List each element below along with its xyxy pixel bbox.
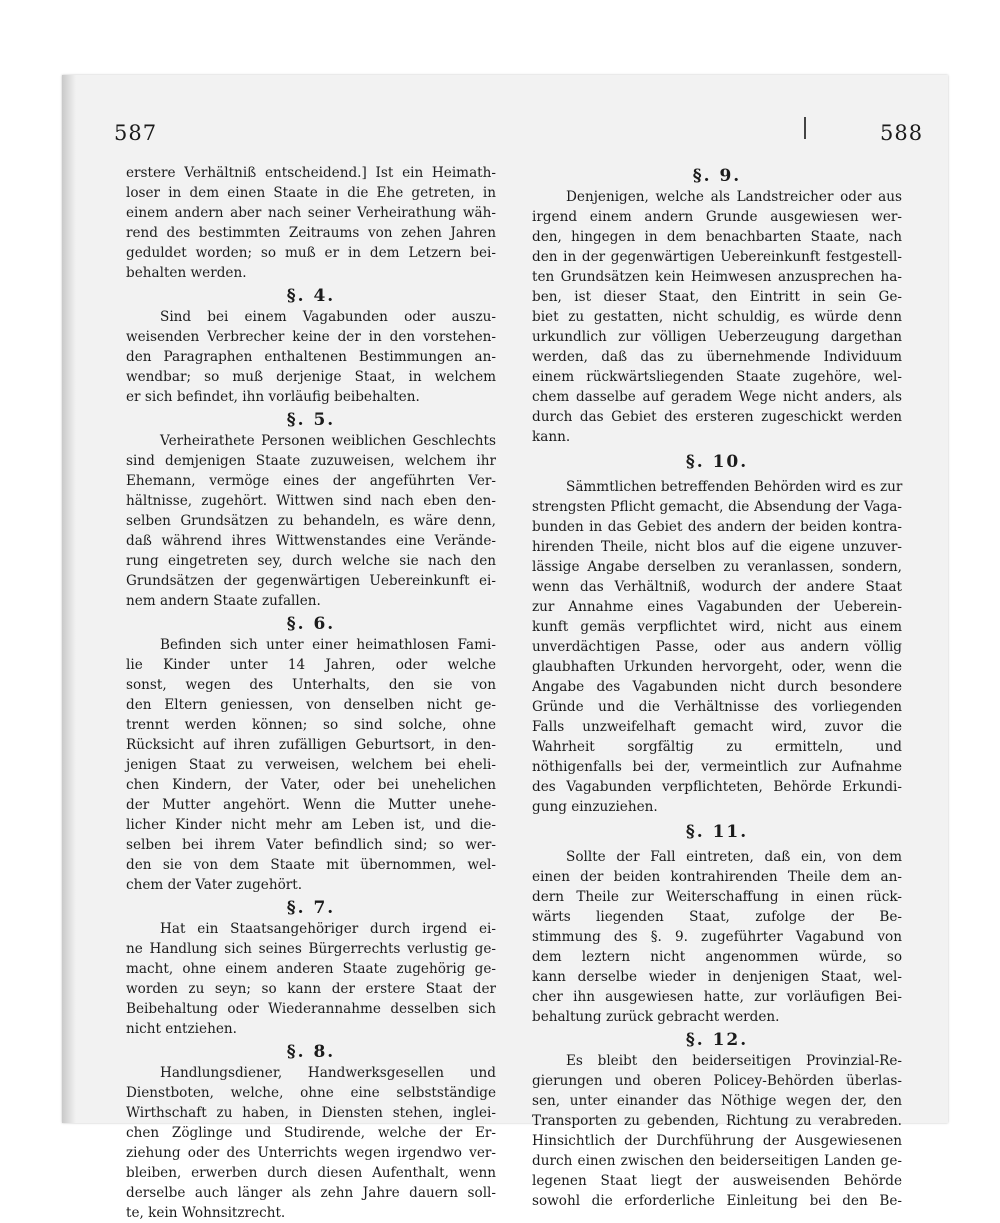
text-line: Angabe des Vagabunden nicht durch besondere [532,679,902,695]
text-line: Wahrheit sorgfältig zu ermitteln, und [532,739,902,755]
text-line: Hinsichtlich der Durchführung der Ausgewiesenen [532,1133,902,1149]
text-line: urkundlich zur völligen Ueberzeugung dargethan [532,329,902,345]
section-heading: §. 11. [685,822,749,842]
text-line: hältnisse, zugehört. Wittwen sind nach eben den- [126,493,496,509]
text-line: nöthigenfalls bei der, vermeintlich zur Aufnahme [532,759,902,775]
section-heading: §. 8. [286,1042,336,1062]
text-line: den Paragraphen enthaltenen Bestimmungen an- [126,349,496,365]
text-line: jenigen Staat zu verweisen, welchem bei eheli- [126,757,496,773]
text-line: nem andern Staate zufallen. [126,593,321,609]
section-heading: §. 5. [286,410,336,430]
text-line: ne Handlung sich seines Bürgerrechts verlustig ge- [126,941,496,957]
text-line: gung einzuziehen. [532,799,658,815]
text-line: Verheirathete Personen weiblichen Geschlechts [160,433,496,449]
left-page-number: 587 [114,121,158,145]
section-heading: §. 7. [286,898,336,918]
text-line: Dienstboten, welche, ohne eine selbstständige [126,1085,496,1101]
text-line: kann derselbe wieder in denjenigen Staat, wel- [532,969,902,985]
text-line: Wirthschaft zu haben, in Diensten stehen, inglei- [126,1105,496,1121]
text-line: selben bei ihrem Vater befindlich sind; so wer- [126,837,496,853]
text-line: behaltung zurück gebracht werden. [532,1009,780,1025]
text-line: des Vagabunden verpflichteten, Behörde Erkundi- [532,779,902,795]
text-line: Sollte der Fall eintreten, daß ein, von dem [566,849,902,865]
text-line: Sämmtlichen betreffenden Behörden wird es zur [566,479,903,495]
text-line: einem andern aber nach seiner Verheirathung wäh- [126,205,496,221]
text-line: Falls unzweifelhaft gemacht wird, zuvor die [532,719,902,735]
text-line: te, kein Wohnsitzrecht. [126,1205,286,1221]
text-line: weisenden Verbrecher keine der in den vorstehen- [126,329,496,345]
text-line: chen Kindern, der Vater, oder bei unehelichen [126,777,496,793]
text-line: sen, unter einander das Nöthige wegen der, den [532,1093,902,1109]
text-line: Denjenigen, welche als Landstreicher oder aus [566,189,902,205]
text-line: geduldet worden; so muß er in dem Letzern bei- [126,245,496,261]
text-line: strengsten Pflicht gemacht, die Absendung der Vaga- [532,499,902,515]
text-line: wenn das Verhältniß, wodurch der andere Staat [532,579,902,595]
section-heading: §. 10. [685,452,749,472]
text-line: werden, daß das zu übernehmende Individuum [532,349,902,365]
text-line: selben Grundsätzen zu behandeln, es wäre denn, [126,513,496,529]
text-line: sonst, wegen des Unterhalts, den sie von [126,677,496,693]
text-line: ben, ist dieser Staat, den Eintritt in sein Ge- [532,289,902,305]
text-line: loser in dem einen Staate in die Ehe getreten, in [126,185,496,201]
text-line: den in der gegenwärtigen Uebereinkunft festgestell- [532,249,902,265]
text-line: chen Zöglinge und Studirende, welche der Er- [126,1125,496,1141]
text-line: bleiben, erwerben durch diesen Aufenthalt, wenn [126,1165,496,1181]
text-line: durch einen zwischen den beiderseitigen Landen ge- [532,1153,902,1169]
text-line: Handlungsdiener, Handwerksgesellen und [160,1065,496,1081]
text-line: Gründe und die Verhältnisse des vorliegenden [532,699,902,715]
gutter-mark [804,117,806,139]
text-line: derselbe auch länger als zehn Jahre dauern soll- [126,1185,496,1201]
right-text-column [532,163,902,1211]
section-heading: §. 6. [286,614,336,634]
text-line: lie Kinder unter 14 Jahren, oder welche [126,657,496,673]
text-line: rung eingetreten sey, durch welche sie nach den [126,553,496,569]
text-line: den, hingegen in dem benachbarten Staate, nach [532,229,902,245]
text-line: daß während ihres Wittwenstandes eine Verände- [126,533,496,549]
text-line: durch das Gebiet des ersteren zugeschickt werden [532,409,902,425]
text-line: biet zu gestatten, nicht schuldig, es würde denn [532,309,902,325]
text-line: nicht entziehen. [126,1021,237,1037]
text-line: chem dasselbe auf geradem Wege nicht anders, als [532,389,902,405]
scanned-page-spread [62,75,948,1221]
text-line: Es bleibt den beiderseitigen Provinzial-Re- [566,1053,902,1069]
text-line: lässige Angabe derselben zu veranlassen, sondern, [532,559,902,575]
text-line: chem der Vater zugehört. [126,877,303,893]
text-line: ten Grundsätzen kein Heimwesen anzusprechen ha- [532,269,902,285]
text-line: der Mutter angehört. Wenn die Mutter unehe- [126,797,496,813]
text-line: kann. [532,429,571,445]
text-line: Ehemann, vermöge eines der angeführten Ver- [126,473,496,489]
section-heading: §. 9. [692,166,742,186]
text-line: kunft gemäs verpflichtet wird, nicht aus einem [532,619,902,635]
text-line: einem rückwärtsliegenden Staate zugehöre, wel- [532,369,902,385]
text-line: dern Theile zur Weiterschaffung in einen rück- [532,889,902,905]
text-line: Sind bei einem Vagabunden oder auszu- [160,309,496,325]
text-line: ziehung oder des Unterrichts wegen irgendwo ver- [126,1145,496,1161]
text-line: Hat ein Staatsangehöriger durch irgend ei- [160,921,496,937]
text-line: Transporten zu gebenden, Richtung zu verabreden. [532,1113,902,1129]
text-line: irgend einem andern Grunde ausgewiesen wer- [532,209,902,225]
text-line: erstere Verhältniß entscheidend.] Ist ein Heimath- [126,165,496,181]
left-text-column [126,163,496,1223]
text-line: sowohl die erforderliche Einleitung bei den Be- [532,1193,902,1209]
text-line: hirenden Theile, nicht blos auf die eigene unzuver- [532,539,902,555]
text-line: Beibehaltung oder Wiederannahme desselben sich [126,1001,496,1017]
text-line: stimmung des §. 9. zugeführter Vagabund von [532,929,902,945]
text-line: trennt werden können; so sind solche, ohne [126,717,496,733]
text-line: wendbar; so muß derjenige Staat, in welchem [126,369,496,385]
right-page-number: 588 [880,121,924,145]
text-line: macht, ohne einem anderen Staate zugehörig ge- [126,961,496,977]
text-line: legenen Staat liegt der ausweisenden Behörde [532,1173,902,1189]
text-line: den Eltern geniessen, von denselben nicht ge- [126,697,496,713]
text-line: behalten werden. [126,265,247,281]
text-line: den sie von dem Staate mit übernommen, wel- [126,857,496,873]
text-line: Rücksicht auf ihren zufälligen Geburtsort, in den- [126,737,496,753]
text-line: er sich befindet, ihn vorläufig beibehalten. [126,389,420,405]
text-line: sind demjenigen Staate zuzuweisen, welchem ihr [126,453,496,469]
text-line: licher Kinder nicht mehr am Leben ist, und die- [126,817,496,833]
text-line: glaubhaften Urkunden hervorgeht, oder, wenn die [532,659,902,675]
text-line: zur Annahme eines Vagabunden der Ueberein- [532,599,902,615]
text-line: rend des bestimmten Zeitraums von zehen Jahren [126,225,496,241]
section-heading: §. 12. [685,1030,749,1050]
text-line: worden zu seyn; so kann der erstere Staat der [126,981,496,997]
text-line: dem leztern nicht angenommen würde, so [532,949,902,965]
text-line: wärts liegenden Staat, zufolge der Be- [532,909,902,925]
text-line: cher ihn ausgewiesen hatte, zur vorläufigen Bei- [532,989,902,1005]
text-line: Befinden sich unter einer heimathlosen Fami- [160,637,496,653]
text-line: bunden in das Gebiet des andern der beiden kontra- [532,519,902,535]
text-line: unverdächtigen Passe, oder aus andern völlig [532,639,902,655]
text-line: gierungen und oberen Policey-Behörden überlas- [532,1073,902,1089]
text-line: Grundsätzen der gegenwärtigen Uebereinkunft ei- [126,573,496,589]
section-heading: §. 4. [286,286,336,306]
text-line: einen der beiden kontrahirenden Theile dem an- [532,869,902,885]
